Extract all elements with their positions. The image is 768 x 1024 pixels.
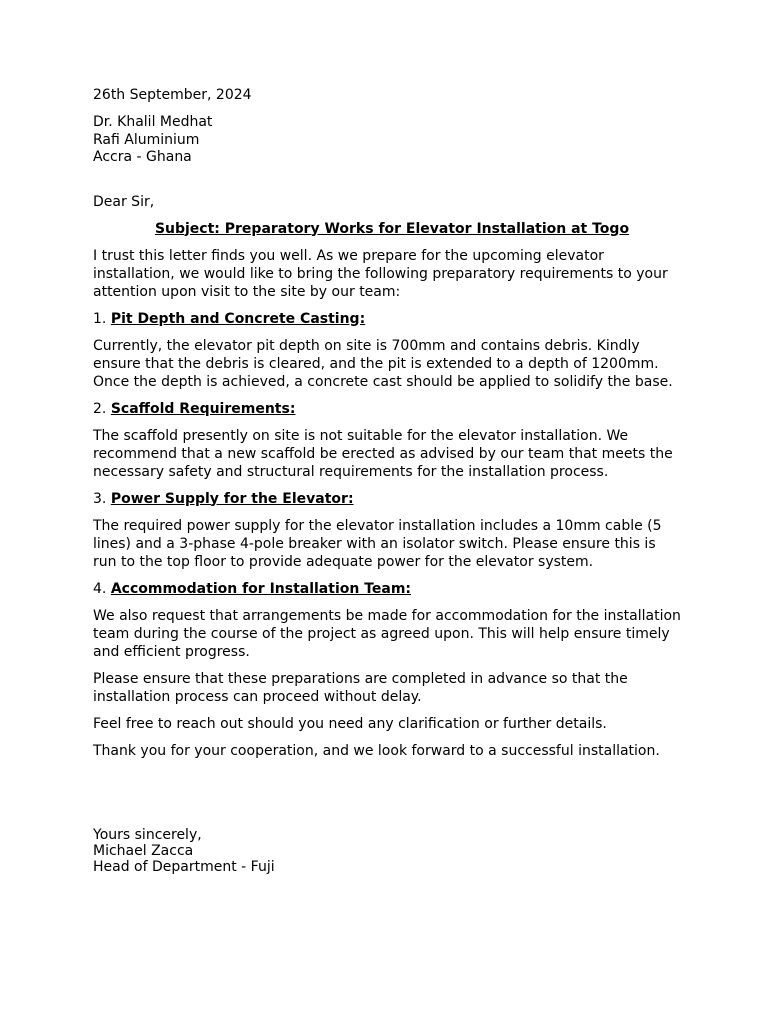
section-body-2: The scaffold presently on site is not suitable for the elevator installation. We recommend that a new scaffold be erected as advised by our team that meets the necessary safety and structural requirements for the installation process.: [93, 427, 673, 480]
letter-page: [93, 86, 683, 874]
recipient-address: [93, 113, 683, 166]
recipient-name: Dr. Khalil Medhat: [93, 114, 213, 130]
closing-paragraph: Please ensure that these preparations are completed in advance so that the installation process can proceed without delay.: [93, 670, 628, 705]
section-body-3: The required power supply for the elevator installation includes a 10mm cable (5 lines) and a 3-phase 4-pole breaker with an isolator switch. Please ensure this is run to the top floor to provide adequate power for the elevator system.: [93, 517, 662, 570]
section-heading-1: [93, 310, 683, 328]
spacer: [93, 769, 683, 826]
valediction: Yours sincerely,: [93, 826, 202, 843]
letter-date: 26th September, 2024: [93, 87, 252, 103]
section-heading-3: [93, 490, 683, 508]
section-number: 2.: [93, 400, 107, 417]
section-title: Power Supply for the Elevator:: [110, 490, 354, 507]
section-number: 1.: [93, 310, 107, 327]
signer-name: Michael Zacca: [93, 842, 194, 859]
section-title: Scaffold Requirements:: [110, 400, 296, 417]
section-title: Accommodation for Installation Team:: [110, 580, 412, 597]
closing-paragraph: Feel free to reach out should you need any clarification or further details.: [93, 715, 607, 732]
recipient-location: Accra - Ghana: [93, 149, 192, 165]
subject-line: Subject: Preparatory Works for Elevator Installation at Togo: [154, 220, 630, 237]
salutation: Dear Sir,: [93, 193, 155, 210]
closing-paragraph: Thank you for your cooperation, and we look forward to a successful installation.: [93, 742, 660, 759]
signer-title: Head of Department - Fuji: [93, 858, 275, 875]
signature-block: [93, 826, 683, 874]
section-body-1: Currently, the elevator pit depth on site is 700mm and contains debris. Kindly ensure that the debris is cleared, and the pit is extended to a depth of 1200mm. Once the depth is achieved, a concrete cast should be applied to solidify the base.: [93, 337, 673, 390]
section-number: 3.: [93, 490, 107, 507]
recipient-company: Rafi Aluminium: [93, 131, 200, 148]
section-heading-2: [93, 400, 683, 418]
section-body-4: We also request that arrangements be made for accommodation for the installation team during the course of the project as agreed upon. This will help ensure timely and efficient progress.: [93, 607, 681, 660]
section-title: Pit Depth and Concrete Casting:: [110, 310, 366, 327]
intro-paragraph: I trust this letter finds you well. As we prepare for the upcoming elevator installation, we would like to bring the following preparatory requirements to your attention upon visit to the site by our team:: [93, 247, 668, 300]
section-number: 4.: [93, 580, 107, 597]
section-heading-4: [93, 580, 683, 598]
